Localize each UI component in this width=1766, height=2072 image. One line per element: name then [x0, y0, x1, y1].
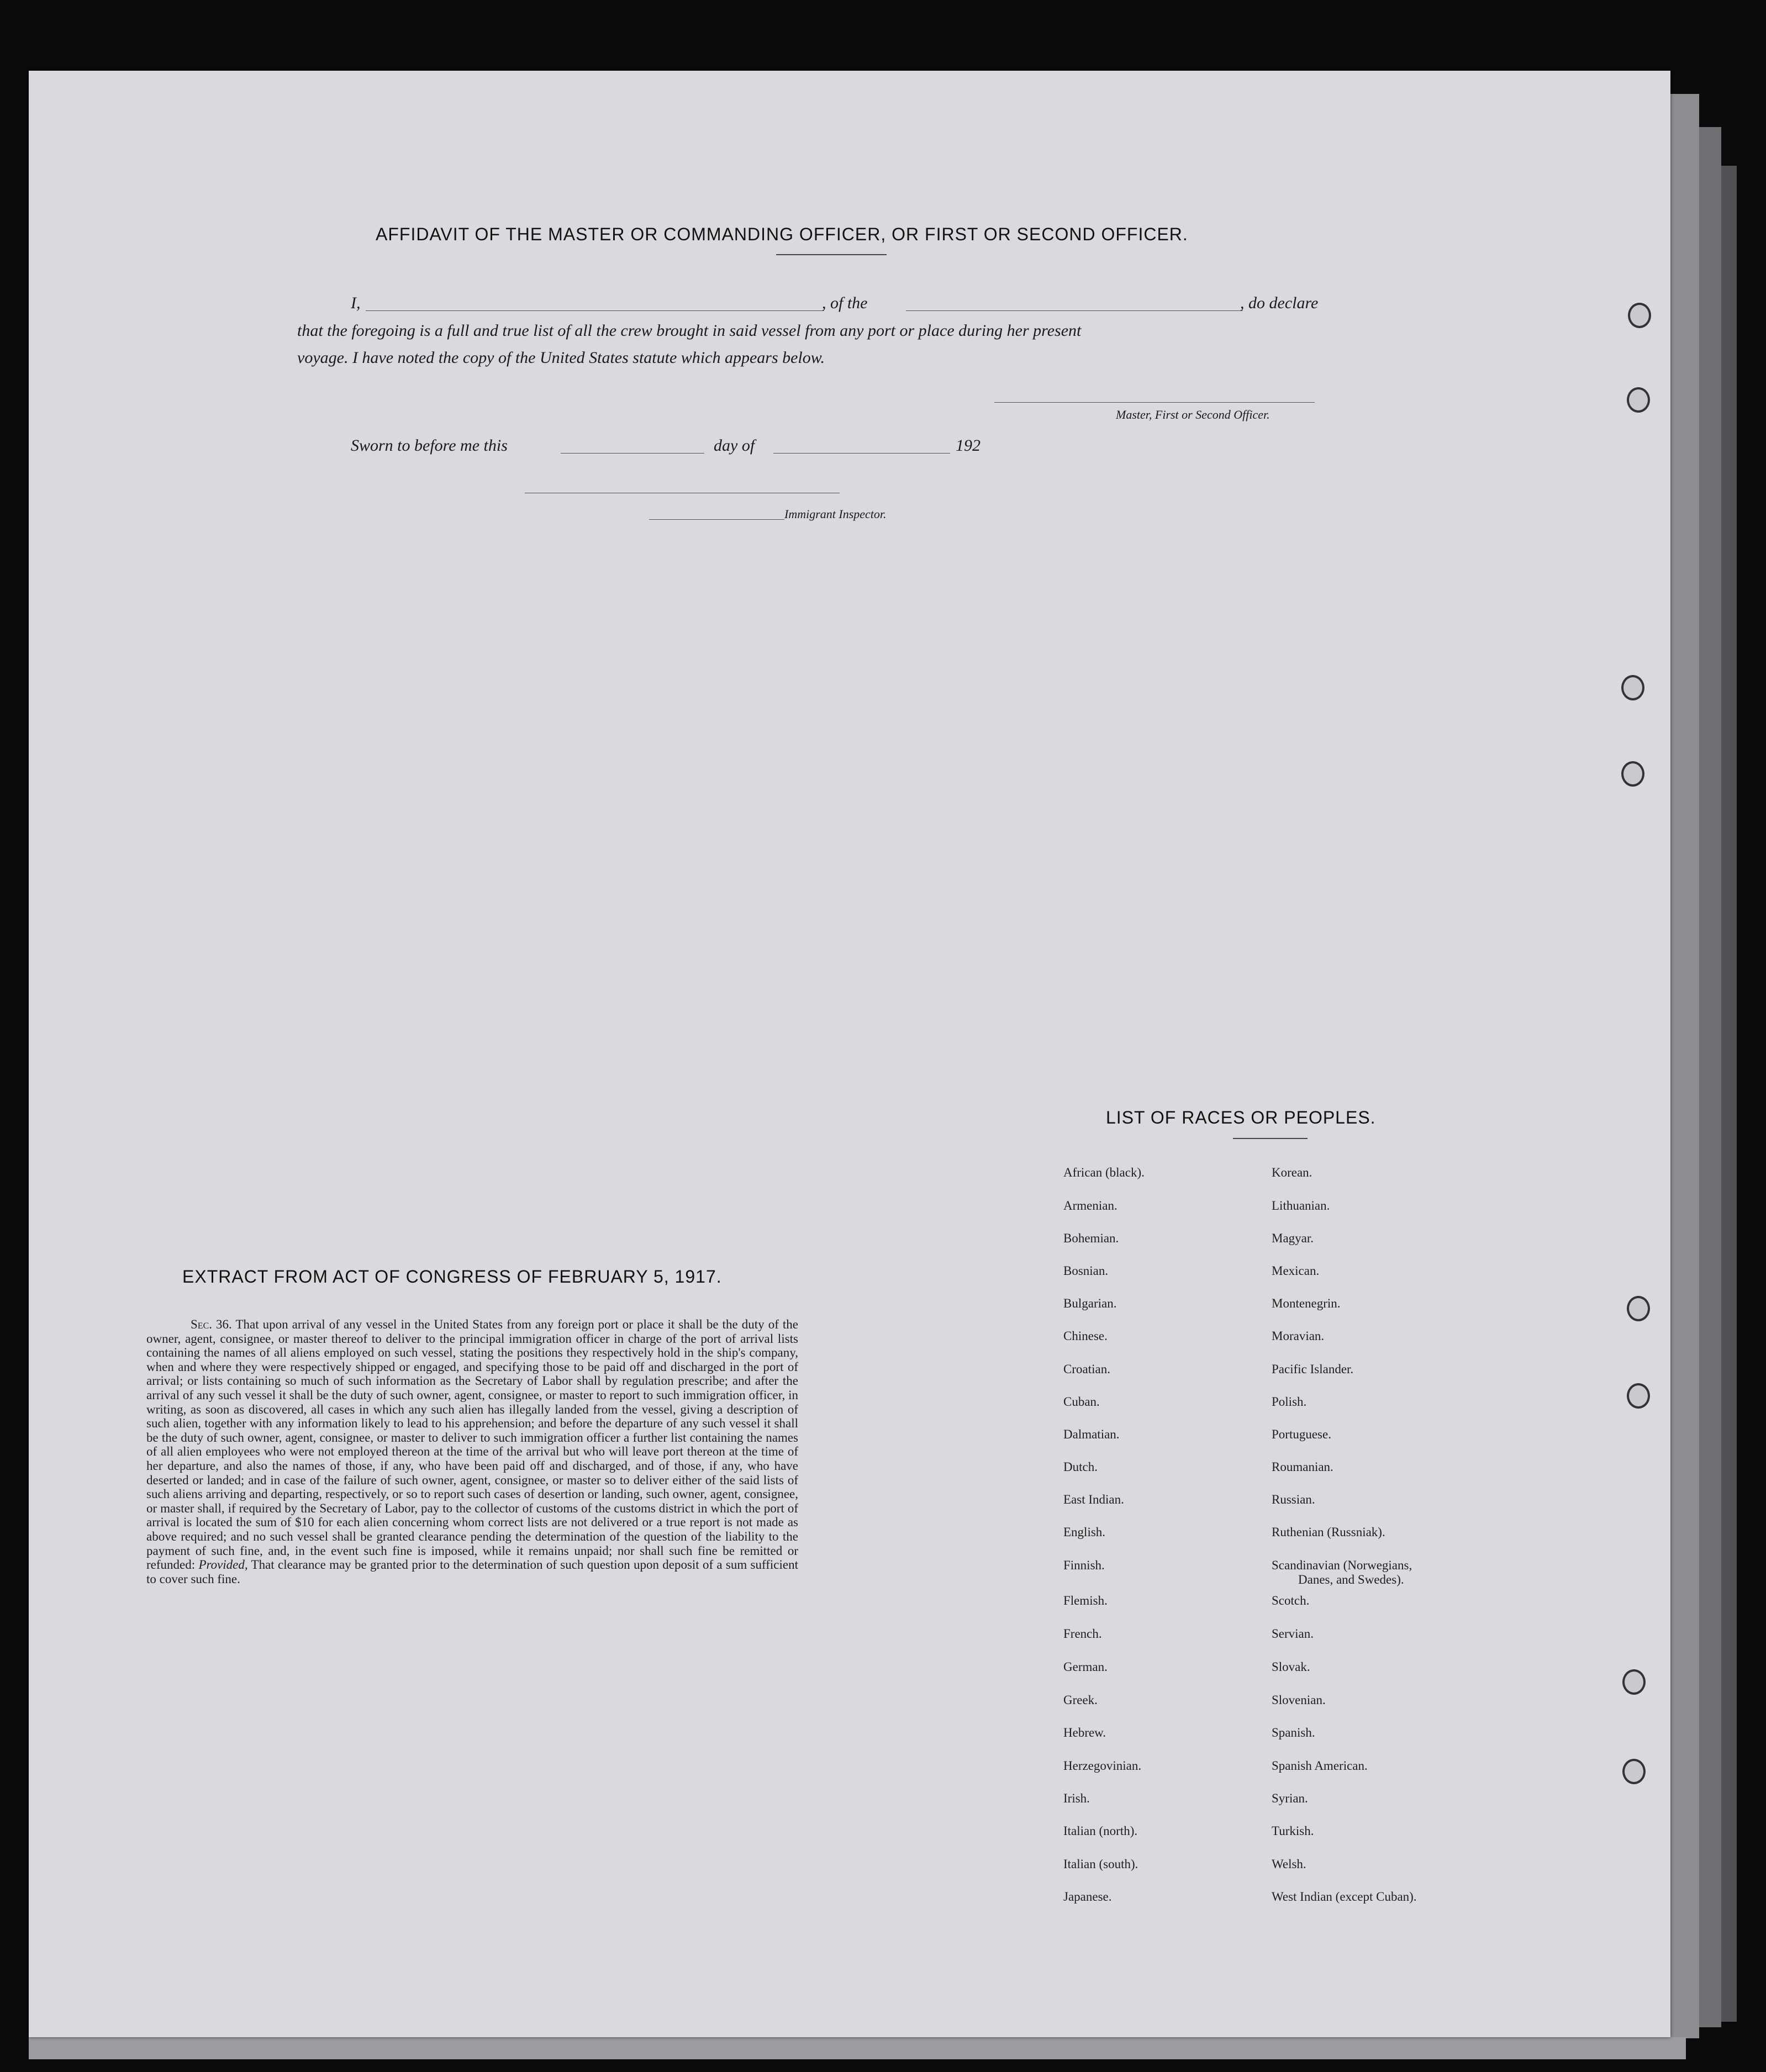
race-item: German. — [1063, 1660, 1108, 1674]
provided-word: Provided, — [198, 1558, 248, 1572]
race-item: Chinese. — [1063, 1329, 1108, 1343]
race-item: Italian (north). — [1063, 1824, 1138, 1838]
race-item: Turkish. — [1272, 1824, 1314, 1838]
race-item: Pacific Islander. — [1272, 1362, 1354, 1376]
race-item: Welsh. — [1272, 1857, 1306, 1871]
stacked-page-edge — [29, 2037, 1686, 2059]
race-item: West Indian (except Cuban). — [1272, 1890, 1417, 1904]
signature-line — [994, 402, 1315, 403]
binder-hole-icon — [1622, 1759, 1646, 1784]
race-item: Servian. — [1272, 1627, 1314, 1641]
race-item: Irish. — [1063, 1791, 1090, 1805]
race-item: Spanish. — [1272, 1726, 1315, 1739]
sworn-day-of: day of — [714, 436, 755, 455]
race-item: Greek. — [1063, 1693, 1098, 1707]
race-item: Scandinavian (Norwegians, — [1272, 1558, 1412, 1572]
race-item: Portuguese. — [1272, 1427, 1331, 1441]
affidavit-of-the: , of the — [822, 294, 868, 312]
race-item: English. — [1063, 1525, 1106, 1539]
race-item: Mexican. — [1272, 1264, 1320, 1278]
race-item: Italian (south). — [1063, 1857, 1138, 1871]
race-item: Flemish. — [1063, 1594, 1108, 1607]
affidavit-i: I, — [351, 294, 361, 312]
extract-body — [146, 1317, 798, 1586]
race-item: Armenian. — [1063, 1199, 1117, 1212]
month-blank-line — [773, 453, 950, 454]
race-item: Bosnian. — [1063, 1264, 1109, 1278]
race-item: African (black). — [1063, 1166, 1145, 1179]
race-item: French. — [1063, 1627, 1102, 1641]
race-item: Croatian. — [1063, 1362, 1110, 1376]
race-item: East Indian. — [1063, 1493, 1124, 1506]
sworn-year: 192 — [956, 436, 980, 455]
races-title-underline — [1233, 1138, 1308, 1139]
race-item: Slovak. — [1272, 1660, 1310, 1674]
stacked-page-edge — [1699, 127, 1721, 2027]
races-title: LIST OF RACES OR PEOPLES. — [1106, 1108, 1376, 1127]
race-item: Moravian. — [1272, 1329, 1325, 1343]
race-item: Slovenian. — [1272, 1693, 1326, 1707]
stacked-page-edge — [1670, 94, 1699, 2038]
binder-hole-icon — [1627, 387, 1650, 413]
race-item: Bulgarian. — [1063, 1296, 1117, 1310]
binder-hole-icon — [1627, 1383, 1650, 1409]
vessel-blank-line — [906, 310, 1243, 311]
binder-hole-icon — [1621, 675, 1644, 700]
race-item: Bohemian. — [1063, 1231, 1119, 1245]
title-underline — [776, 254, 887, 255]
binder-hole-icon — [1622, 1669, 1646, 1695]
race-item: Herzegovinian. — [1063, 1759, 1142, 1773]
race-item: Korean. — [1272, 1166, 1312, 1179]
race-item: Lithuanian. — [1272, 1199, 1330, 1212]
race-item: Roumanian. — [1272, 1460, 1333, 1474]
race-item: Spanish American. — [1272, 1759, 1368, 1773]
stacked-page-edge — [1721, 166, 1737, 2022]
sworn-prefix: Sworn to before me this — [351, 436, 508, 455]
affidavit-line-3: voyage. I have noted the copy of the United States statute which appears below. — [297, 349, 825, 367]
document-page — [29, 71, 1670, 2037]
day-blank-line — [561, 453, 704, 454]
race-item: Syrian. — [1272, 1791, 1308, 1805]
section-number: Sec. 36. — [191, 1317, 232, 1331]
extract-text: That upon arrival of any vessel in the United States from any foreign port or place it shall be the duty of the owner, agent, consignee, or master thereof to deliver to the principal immigration officer in charge of the port of arrival lists containing the names of all aliens employed on such vessel, stating the positions they respectively hold in the ship's company, when and where they were respectively shipped or engaged, and specifying those to be paid off and discharged in the port of arrival; or lists containing so much of such information as the Secretary of Labor shall by regulation prescribe; and after the arrival of any such vessel it shall be the duty of such owner, agent, consignee, or master to report to such immigration officer, in writing, as soon as discovered, all cases in which any such alien has illegally landed from the vessel, giving a description of such alien, together with any information likely to lead to his apprehension; and before the departure of any such vessel it shall be the duty of such owner, agent, consignee, or master to deliver to such immigration officer a further list containing the names of all alien employees who were not employed thereon at the time of the arrival but who will leave port thereon at the time of her departure, and also the names of those, if any, who have been paid off and discharged, and of those, if any, who have deserted or landed; and in case of the failure of such owner, agent, consignee, or master so to deliver either of the said lists of such aliens arriving and departing, respectively, or so to report such cases of desertion or landing, such owner, agent, consignee, or master shall, if required by the Secretary of Labor, pay to the collector of customs of the customs district in which the port of arrival is located the sum of $10 for each alien concerning whom correct lists are not delivered or a true report is not made as above required; and no such vessel shall be granted clearance pending the determination of the question of the liability to the payment of such fine, and, in the event such fine is imposed, while it remains unpaid; nor shall such fine be remitted or refunded: — [146, 1317, 798, 1572]
extract-text-end: That clearance may be granted prior to the determination of such question upon deposit of a sum sufficient to cover such fine. — [146, 1558, 798, 1586]
race-item: Magyar. — [1272, 1231, 1314, 1245]
signature-label: Master, First or Second Officer. — [1116, 408, 1270, 421]
race-item: Montenegrin. — [1272, 1296, 1341, 1310]
race-item: Japanese. — [1063, 1890, 1112, 1904]
race-item: Polish. — [1272, 1395, 1307, 1409]
binder-hole-icon — [1621, 761, 1644, 787]
inspector-label: Immigrant Inspector. — [784, 507, 887, 521]
race-item: Dalmatian. — [1063, 1427, 1120, 1441]
binder-hole-icon — [1628, 303, 1651, 328]
extract-title: EXTRACT FROM ACT OF CONGRESS OF FEBRUARY 5, 1917. — [182, 1267, 722, 1287]
race-item: Russian. — [1272, 1493, 1315, 1506]
name-blank-line — [366, 310, 824, 311]
race-item: Danes, and Swedes). — [1298, 1573, 1404, 1586]
race-item: Dutch. — [1063, 1460, 1098, 1474]
affidavit-declare: , do declare — [1240, 294, 1319, 312]
affidavit-title: AFFIDAVIT OF THE MASTER OR COMMANDING OFFICER, OR FIRST OR SECOND OFFICER. — [376, 224, 1188, 244]
inspector-label-rule — [649, 519, 784, 520]
binder-hole-icon — [1627, 1296, 1650, 1321]
race-item: Cuban. — [1063, 1395, 1100, 1409]
race-item: Scotch. — [1272, 1594, 1310, 1607]
race-item: Finnish. — [1063, 1558, 1105, 1572]
affidavit-line-2: that the foregoing is a full and true list of all the crew brought in said vessel from any port or place during her present — [297, 321, 1082, 340]
race-item: Hebrew. — [1063, 1726, 1106, 1739]
race-item: Ruthenian (Russniak). — [1272, 1525, 1385, 1539]
